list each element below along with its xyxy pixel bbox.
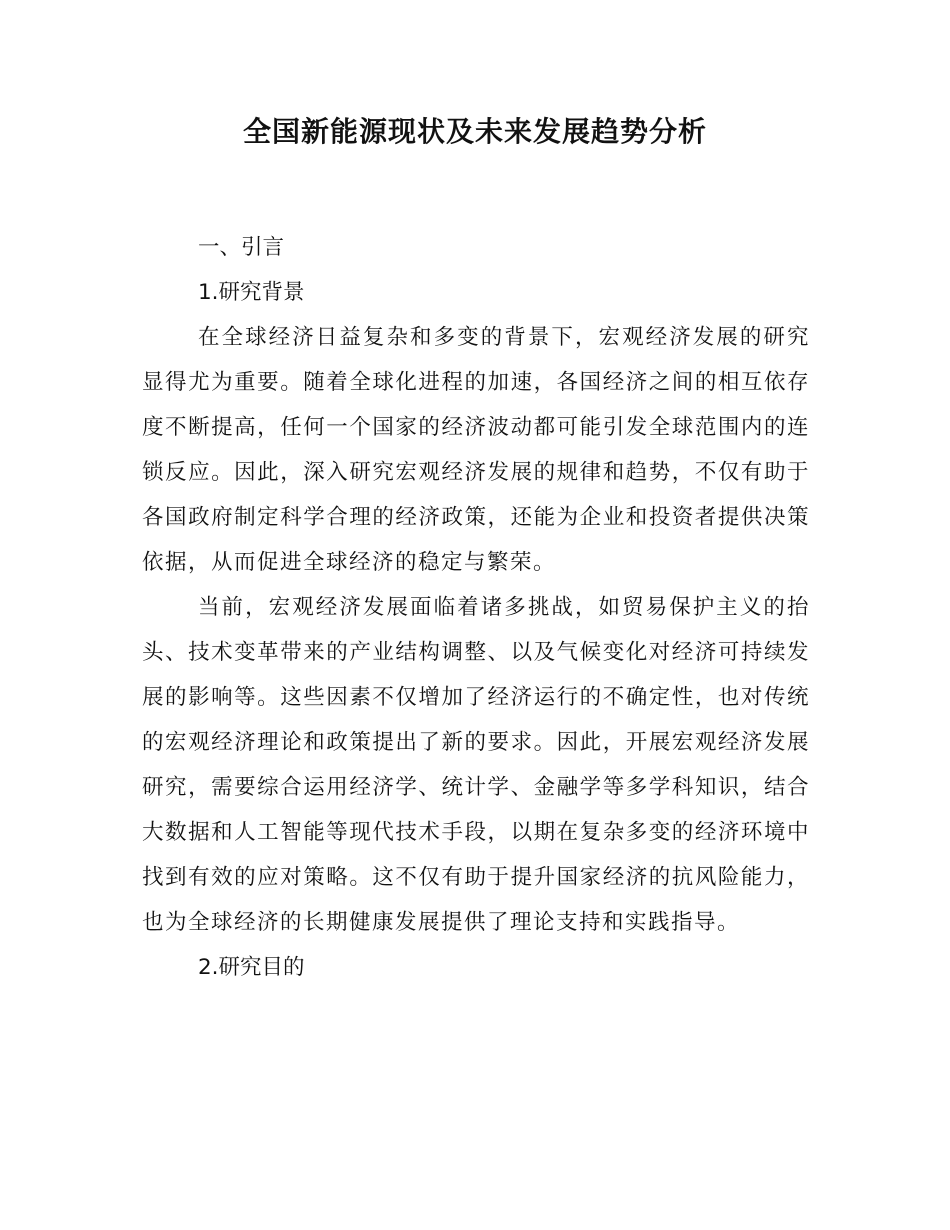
paragraph-background-1: 在全球经济日益复杂和多变的背景下，宏观经济发展的研究显得尤为重要。随着全球化进程的加速，各国经济之间的相互依存度不断提高，任何一个国家的经济波动都可能引发全球范围内的连锁反应。因此，深入研究宏观经济发展的规律和趋势，不仅有助于各国政府制定科学合理的经济政策，还能为企业和投资者提供决策依据，从而促进全球经济的稳定与繁荣。 bbox=[142, 325, 810, 575]
section-heading-introduction: 一、引言 bbox=[198, 235, 285, 260]
subsection-heading-research-purpose: 2.研究目的 bbox=[198, 955, 305, 980]
paragraph-background-2: 当前，宏观经济发展面临着诸多挑战，如贸易保护主义的抬头、技术变革带来的产业结构调整、以及气候变化对经济可持续发展的影响等。这些因素不仅增加了经济运行的不确定性，也对传统的宏观经济理论和政策提出了新的要求。因此，开展宏观经济发展研究，需要综合运用经济学、统计学、金融学等多学科知识，结合大数据和人工智能等现代技术手段，以期在复杂多变的经济环境中找到有效的应对策略。这不仅有助于提升国家经济的抗风险能力，也为全球经济的长期健康发展提供了理论支持和实践指导。 bbox=[142, 595, 810, 935]
document-body bbox=[142, 225, 810, 990]
document-title: 全国新能源现状及未来发展趋势分析 bbox=[242, 115, 707, 148]
subsection-heading-research-background: 1.研究背景 bbox=[198, 280, 305, 305]
